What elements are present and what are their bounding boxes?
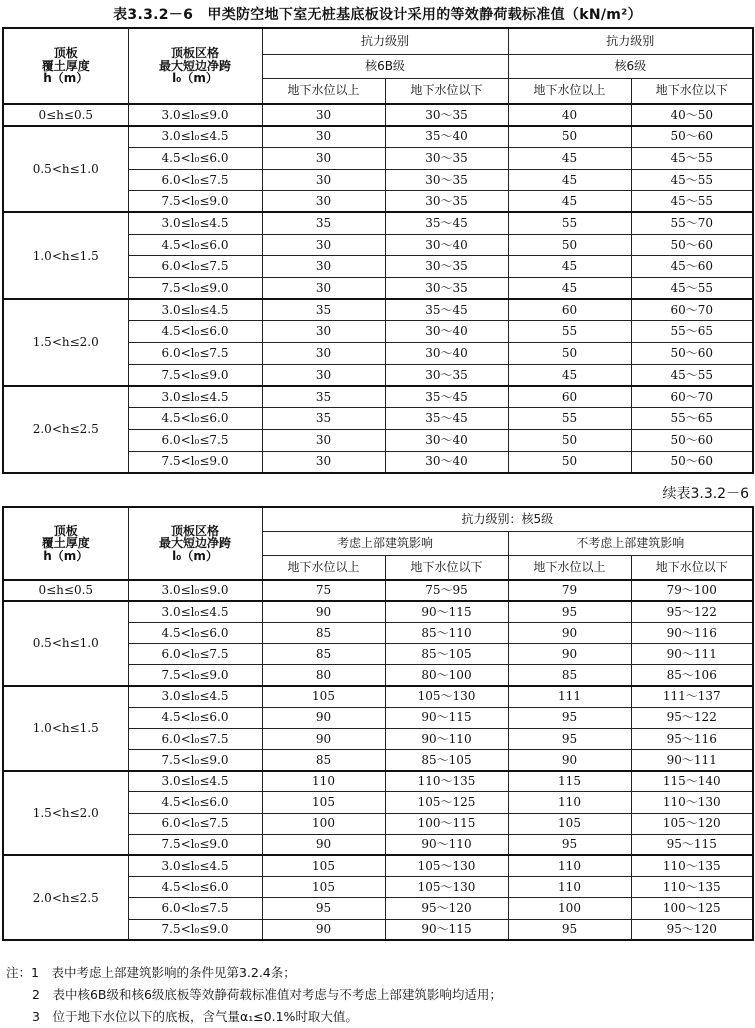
below-water-cell: 45～55: [631, 191, 753, 213]
span-cell: 6.0<l₀≤7.5: [128, 898, 262, 919]
above-water-cell: 55: [508, 408, 631, 430]
header-span: 顶板区格 最大短边净跨 l₀（m）: [128, 507, 262, 580]
above-water-cell: 60: [508, 386, 631, 408]
above-water-cell: 50: [508, 234, 631, 256]
above-water-cell: 85: [262, 644, 385, 665]
above-water-cell: 50: [508, 429, 631, 451]
header-below-water: 地下水位以下: [385, 78, 508, 104]
above-water-cell: 30: [262, 104, 385, 126]
table-row: [3, 104, 753, 126]
span-cell: 4.5<l₀≤6.0: [128, 147, 262, 169]
span-cell: 7.5<l₀≤9.0: [128, 451, 262, 473]
below-water-cell: 90～110: [385, 834, 508, 855]
below-water-cell: 90～111: [631, 644, 753, 665]
span-cell: 6.0<l₀≤7.5: [128, 644, 262, 665]
below-water-cell: 85～110: [385, 622, 508, 643]
above-water-cell: 90: [262, 601, 385, 622]
above-water-cell: 95: [508, 707, 631, 728]
above-water-cell: 110: [262, 771, 385, 792]
above-water-cell: 111: [508, 686, 631, 707]
span-cell: 4.5<l₀≤6.0: [128, 234, 262, 256]
above-water-cell: 95: [262, 898, 385, 919]
span-cell: 7.5<l₀≤9.0: [128, 191, 262, 213]
header-resistance-level-5: 抗力级别：核5级: [262, 507, 753, 531]
below-water-cell: 50～60: [631, 429, 753, 451]
below-water-cell: 95～122: [631, 601, 753, 622]
cover-thickness-cell: 2.0<h≤2.5: [3, 386, 128, 473]
span-cell: 6.0<l₀≤7.5: [128, 429, 262, 451]
below-water-cell: 85～105: [385, 644, 508, 665]
above-water-cell: 95: [508, 728, 631, 749]
below-water-cell: 30～40: [385, 234, 508, 256]
below-water-cell: 50～60: [631, 126, 753, 148]
span-cell: 3.0≤l₀≤4.5: [128, 299, 262, 321]
below-water-cell: 30～35: [385, 278, 508, 300]
cover-thickness-cell: 0.5<h≤1.0: [3, 601, 128, 686]
below-water-cell: 50～60: [631, 234, 753, 256]
below-water-cell: 100～125: [631, 898, 753, 919]
header-group-6b: 核6B级: [262, 54, 508, 78]
below-water-cell: 105～130: [385, 686, 508, 707]
below-water-cell: 110～135: [631, 855, 753, 876]
above-water-cell: 30: [262, 234, 385, 256]
above-water-cell: 90: [262, 728, 385, 749]
table-row: [3, 686, 753, 707]
span-cell: 7.5<l₀≤9.0: [128, 278, 262, 300]
table-row: [3, 771, 753, 792]
span-cell: 6.0<l₀≤7.5: [128, 256, 262, 278]
span-cell: 3.0≤l₀≤9.0: [128, 580, 262, 601]
span-cell: 7.5<l₀≤9.0: [128, 665, 262, 686]
table-row: [3, 580, 753, 601]
above-water-cell: 100: [508, 898, 631, 919]
span-cell: 3.0≤l₀≤9.0: [128, 104, 262, 126]
cover-thickness-cell: 1.0<h≤1.5: [3, 686, 128, 771]
above-water-cell: 45: [508, 191, 631, 213]
below-water-cell: 60～70: [631, 299, 753, 321]
span-cell: 6.0<l₀≤7.5: [128, 343, 262, 365]
header-below-water: 地下水位以下: [631, 78, 753, 104]
above-water-cell: 115: [508, 771, 631, 792]
cover-thickness-cell: 0≤h≤0.5: [3, 580, 128, 601]
below-water-cell: 85～105: [385, 750, 508, 771]
table-row: [3, 386, 753, 408]
below-water-cell: 90～116: [631, 622, 753, 643]
header-below-water: 地下水位以下: [631, 555, 753, 580]
below-water-cell: 100～115: [385, 813, 508, 834]
above-water-cell: 90: [508, 622, 631, 643]
below-water-cell: 30～35: [385, 104, 508, 126]
above-water-cell: 55: [508, 212, 631, 234]
above-water-cell: 85: [262, 622, 385, 643]
below-water-cell: 40～50: [631, 104, 753, 126]
header-cover-thickness: 顶板 覆土厚度 h（m）: [3, 28, 128, 104]
above-water-cell: 55: [508, 321, 631, 343]
below-water-cell: 30～40: [385, 321, 508, 343]
above-water-cell: 110: [508, 855, 631, 876]
load-table-continued: [2, 506, 754, 941]
below-water-cell: 105～130: [385, 877, 508, 898]
span-cell: 7.5<l₀≤9.0: [128, 834, 262, 855]
below-water-cell: 35～45: [385, 408, 508, 430]
below-water-cell: 105～130: [385, 855, 508, 876]
cover-thickness-cell: 1.5<h≤2.0: [3, 299, 128, 386]
above-water-cell: 90: [262, 834, 385, 855]
table-row: [3, 601, 753, 622]
above-water-cell: 105: [262, 792, 385, 813]
span-cell: 3.0≤l₀≤4.5: [128, 601, 262, 622]
below-water-cell: 55～65: [631, 408, 753, 430]
span-cell: 4.5<l₀≤6.0: [128, 792, 262, 813]
above-water-cell: 100: [262, 813, 385, 834]
below-water-cell: 30～40: [385, 451, 508, 473]
above-water-cell: 95: [508, 919, 631, 940]
below-water-cell: 45～55: [631, 169, 753, 191]
below-water-cell: 50～60: [631, 451, 753, 473]
header-span: 顶板区格 最大短边净跨 l₀（m）: [128, 28, 262, 104]
span-cell: 3.0≤l₀≤4.5: [128, 386, 262, 408]
below-water-cell: 30～40: [385, 343, 508, 365]
above-water-cell: 30: [262, 343, 385, 365]
above-water-cell: 30: [262, 451, 385, 473]
span-cell: 3.0≤l₀≤4.5: [128, 212, 262, 234]
above-water-cell: 35: [262, 299, 385, 321]
above-water-cell: 110: [508, 792, 631, 813]
below-water-cell: 110～135: [631, 877, 753, 898]
span-cell: 4.5<l₀≤6.0: [128, 408, 262, 430]
span-cell: 4.5<l₀≤6.0: [128, 321, 262, 343]
below-water-cell: 95～120: [385, 898, 508, 919]
above-water-cell: 90: [262, 919, 385, 940]
table-row: [3, 855, 753, 876]
cover-thickness-cell: 0.5<h≤1.0: [3, 126, 128, 213]
below-water-cell: 110～130: [631, 792, 753, 813]
below-water-cell: 35～40: [385, 126, 508, 148]
above-water-cell: 45: [508, 256, 631, 278]
above-water-cell: 35: [262, 408, 385, 430]
below-water-cell: 55～70: [631, 212, 753, 234]
below-water-cell: 90～115: [385, 707, 508, 728]
below-water-cell: 90～110: [385, 728, 508, 749]
span-cell: 3.0≤l₀≤4.5: [128, 771, 262, 792]
span-cell: 7.5<l₀≤9.0: [128, 750, 262, 771]
table-row: [3, 212, 753, 234]
below-water-cell: 95～115: [631, 834, 753, 855]
above-water-cell: 50: [508, 343, 631, 365]
above-water-cell: 105: [508, 813, 631, 834]
header-resistance-level: 抗力级别: [262, 28, 508, 54]
above-water-cell: 35: [262, 212, 385, 234]
below-water-cell: 30～35: [385, 256, 508, 278]
span-cell: 4.5<l₀≤6.0: [128, 707, 262, 728]
above-water-cell: 50: [508, 451, 631, 473]
below-water-cell: 45～55: [631, 364, 753, 386]
below-water-cell: 60～70: [631, 386, 753, 408]
above-water-cell: 45: [508, 147, 631, 169]
below-water-cell: 45～55: [631, 278, 753, 300]
continued-table-title: 续表3.3.2－6: [662, 486, 749, 502]
below-water-cell: 75～95: [385, 580, 508, 601]
below-water-cell: 90～115: [385, 601, 508, 622]
table-row: [3, 126, 753, 148]
above-water-cell: 30: [262, 429, 385, 451]
table-title: 表3.3.2－6 甲类防空地下室无桩基底板设计采用的等效静荷载标准值（kN/m²）: [113, 7, 642, 23]
above-water-cell: 45: [508, 278, 631, 300]
above-water-cell: 90: [508, 750, 631, 771]
above-water-cell: 30: [262, 278, 385, 300]
header-above-water: 地下水位以上: [508, 555, 631, 580]
header-above-water: 地下水位以上: [262, 555, 385, 580]
cover-thickness-cell: 1.5<h≤2.0: [3, 771, 128, 856]
below-water-cell: 30～35: [385, 191, 508, 213]
above-water-cell: 30: [262, 147, 385, 169]
below-water-cell: 111～137: [631, 686, 753, 707]
below-water-cell: 30～35: [385, 147, 508, 169]
above-water-cell: 75: [262, 580, 385, 601]
above-water-cell: 45: [508, 169, 631, 191]
below-water-cell: 45～60: [631, 256, 753, 278]
below-water-cell: 30～35: [385, 364, 508, 386]
table-row: [3, 299, 753, 321]
above-water-cell: 105: [262, 686, 385, 707]
span-cell: 3.0≤l₀≤4.5: [128, 126, 262, 148]
below-water-cell: 85～106: [631, 665, 753, 686]
above-water-cell: 30: [262, 126, 385, 148]
span-cell: 3.0≤l₀≤4.5: [128, 686, 262, 707]
header-with-building: 考虑上部建筑影响: [262, 531, 508, 555]
above-water-cell: 30: [262, 364, 385, 386]
span-cell: 3.0≤l₀≤4.5: [128, 855, 262, 876]
above-water-cell: 50: [508, 126, 631, 148]
above-water-cell: 45: [508, 364, 631, 386]
above-water-cell: 85: [508, 665, 631, 686]
above-water-cell: 80: [262, 665, 385, 686]
below-water-cell: 30～35: [385, 169, 508, 191]
table-notes: [6, 962, 746, 1028]
span-cell: 6.0<l₀≤7.5: [128, 169, 262, 191]
below-water-cell: 80～100: [385, 665, 508, 686]
below-water-cell: 95～120: [631, 919, 753, 940]
header-below-water: 地下水位以下: [385, 555, 508, 580]
below-water-cell: 105～120: [631, 813, 753, 834]
above-water-cell: 90: [508, 644, 631, 665]
below-water-cell: 79～100: [631, 580, 753, 601]
span-cell: 4.5<l₀≤6.0: [128, 877, 262, 898]
below-water-cell: 55～65: [631, 321, 753, 343]
below-water-cell: 90～111: [631, 750, 753, 771]
header-without-building: 不考虑上部建筑影响: [508, 531, 753, 555]
load-table-main: [2, 27, 754, 474]
span-cell: 6.0<l₀≤7.5: [128, 728, 262, 749]
below-water-cell: 35～45: [385, 299, 508, 321]
below-water-cell: 105～125: [385, 792, 508, 813]
above-water-cell: 90: [262, 707, 385, 728]
above-water-cell: 95: [508, 834, 631, 855]
below-water-cell: 115～140: [631, 771, 753, 792]
above-water-cell: 85: [262, 750, 385, 771]
below-water-cell: 90～115: [385, 919, 508, 940]
span-cell: 7.5<l₀≤9.0: [128, 919, 262, 940]
below-water-cell: 35～45: [385, 386, 508, 408]
span-cell: 6.0<l₀≤7.5: [128, 813, 262, 834]
above-water-cell: 60: [508, 299, 631, 321]
above-water-cell: 79: [508, 580, 631, 601]
header-cover-thickness: 顶板 覆土厚度 h（m）: [3, 507, 128, 580]
note-2: 2 表中核6B级和核6级底板等效静荷载标准值对考虑与不考虑上部建筑影响均适用；: [32, 987, 502, 1002]
below-water-cell: 30～40: [385, 429, 508, 451]
header-group-6: 核6级: [508, 54, 753, 78]
header-above-water: 地下水位以上: [508, 78, 631, 104]
cover-thickness-cell: 0≤h≤0.5: [3, 104, 128, 126]
above-water-cell: 105: [262, 855, 385, 876]
above-water-cell: 30: [262, 191, 385, 213]
note-3: 3 位于地下水位以下的底板，含气量α₁≤0.1%时取大值。: [32, 1009, 358, 1024]
above-water-cell: 105: [262, 877, 385, 898]
above-water-cell: 30: [262, 321, 385, 343]
below-water-cell: 110～135: [385, 771, 508, 792]
above-water-cell: 95: [508, 601, 631, 622]
header-above-water: 地下水位以上: [262, 78, 385, 104]
span-cell: 4.5<l₀≤6.0: [128, 622, 262, 643]
cover-thickness-cell: 2.0<h≤2.5: [3, 855, 128, 940]
span-cell: 7.5<l₀≤9.0: [128, 364, 262, 386]
header-resistance-level: 抗力级别: [508, 28, 753, 54]
above-water-cell: 35: [262, 386, 385, 408]
cover-thickness-cell: 1.0<h≤1.5: [3, 212, 128, 299]
above-water-cell: 40: [508, 104, 631, 126]
note-1: 注：1 表中考虑上部建筑影响的条件见第3.2.4条；: [6, 965, 296, 980]
above-water-cell: 30: [262, 169, 385, 191]
below-water-cell: 95～116: [631, 728, 753, 749]
below-water-cell: 50～60: [631, 343, 753, 365]
below-water-cell: 45～55: [631, 147, 753, 169]
below-water-cell: 95～122: [631, 707, 753, 728]
above-water-cell: 30: [262, 256, 385, 278]
above-water-cell: 110: [508, 877, 631, 898]
below-water-cell: 35～45: [385, 212, 508, 234]
